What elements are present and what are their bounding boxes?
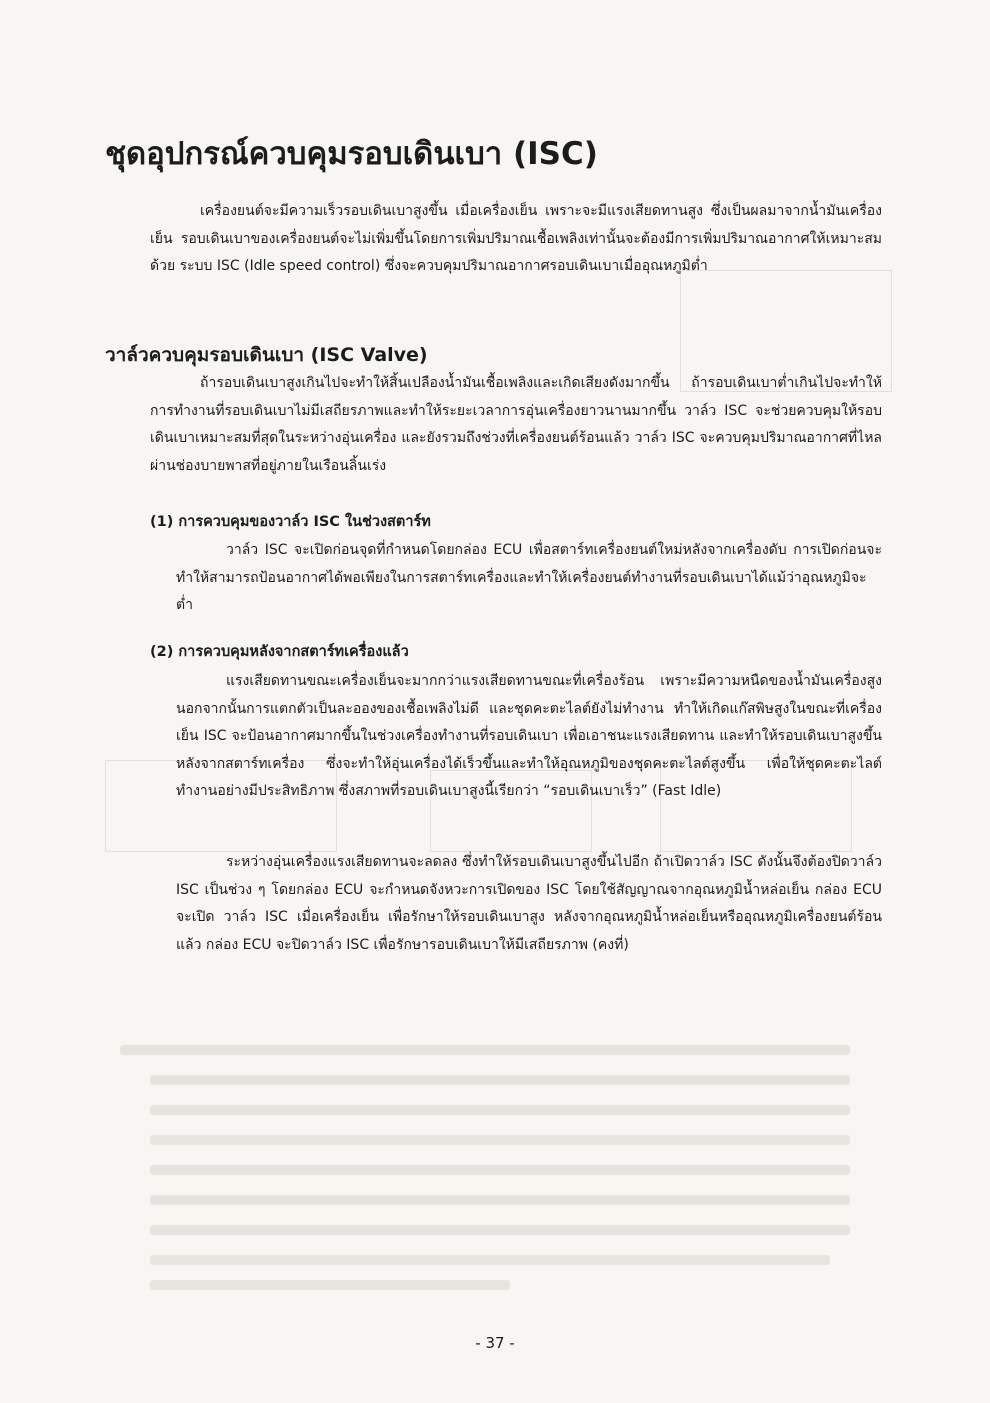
section-paragraph: ถ้ารอบเดินเบาสูงเกินไปจะทำให้สิ้นเปลืองน้ำมันเชื้อเพลิงและเกิดเสียงดังมากขึ้น ถ้ารอบเดินเบาต่ำเกินไปจะทำให้การทำงานที่รอบเดินเบาไม่มีเสถียรภาพและทำให้ระยะเวลาการอุ่นเครื่องยาวนานมากขึ้น วาล์ว ISC จะช่วยควบคุมให้รอบเดินเบาเหมาะสมที่สุดในระหว่างอุ่นเครื่อง และยังรวมถึงช่วงที่เครื่องยนต์ร้อนแล้ว วาล์ว ISC จะควบคุมปริมาณอากาศที่ไหลผ่านช่องบายพาสที่อยู่ภายในเรือนลิ้นเร่ง xyxy=(150,375,882,474)
bleed-through-line xyxy=(150,1280,510,1290)
subsection-paragraph-2b: ระหว่างอุ่นเครื่องแรงเสียดทานจะลดลง ซึ่งทำให้รอบเดินเบาสูงขึ้นไปอีก ถ้าเปิดวาล์ว ISC ดังนั้นจึงต้องปิดวาล์ว ISC เป็นช่วง ๆ โดยกล่อง ECU จะกำหนดจังหวะการเปิดของ ISC โดยใช้สัญญาณจากอุณหภูมิน้ำหล่อเย็น กล่อง ECU จะเปิด วาล์ว ISC เมื่อเครื่องเย็น เพื่อรักษาให้รอบเดินเบาสูง หลังจากอุณหภูมิน้ำหล่อเย็นหรืออุณหภูมิเครื่องยนต์ร้อนแล้ว กล่อง ECU จะปิดวาล์ว ISC เพื่อรักษารอบเดินเบาให้มีเสถียรภาพ (คงที่) xyxy=(176,854,882,953)
section-heading: วาล์วควบคุมรอบเดินเบา (ISC Valve) xyxy=(105,344,428,366)
bleed-through-line xyxy=(120,1045,850,1055)
bleed-through-line xyxy=(150,1165,850,1175)
bleed-through-line xyxy=(150,1225,850,1235)
bleed-through-line xyxy=(150,1255,830,1265)
subsection-paragraph-1: วาล์ว ISC จะเปิดก่อนจุดที่กำหนดโดยกล่อง ECU เพื่อสตาร์ทเครื่องยนต์ใหม่หลังจากเครื่องดับ การเปิดก่อนจะทำให้สามารถป้อนอากาศได้พอเพียงในการสตาร์ทเครื่องและทำให้เครื่องยนต์ทำงานที่รอบเดินเบาได้แม้ว่าอุณหภูมิจะต่ำ xyxy=(176,542,882,613)
subsection-heading-2: (2) การควบคุมหลังจากสตาร์ทเครื่องแล้ว xyxy=(150,644,409,660)
subsection-heading-1: (1) การควบคุมของวาล์ว ISC ในช่วงสตาร์ท xyxy=(150,514,431,530)
subsection-paragraph-2a: แรงเสียดทานขณะเครื่องเย็นจะมากกว่าแรงเสียดทานขณะที่เครื่องร้อน เพราะมีความหนืดของน้ำมันเครื่องสูง นอกจากนั้นการแตกตัวเป็นละอองของเชื้อเพลิงไม่ดี และชุดคะตะไลต์ยังไม่ทำงาน ทำให้เกิดแก๊สพิษสูงในขณะที่เครื่องเย็น ISC จะป้อนอากาศมากขึ้นในช่วงเครื่องทำงานที่รอบเดินเบา เพื่อเอาชนะแรงเสียดทาน และทำให้รอบเดินเบาสูงขึ้นหลังจากสตาร์ทเครื่อง ซึ่งจะทำให้อุ่นเครื่องได้เร็วขึ้นและทำให้อุณหภูมิของชุดคะตะไลต์สูงขึ้น เพื่อให้ชุดคะตะไลต์ทำงานอย่างมีประสิทธิภาพ ซึ่งสภาพที่รอบเดินเบาสูงนี้เรียกว่า “รอบเดินเบาเร็ว” (Fast Idle) xyxy=(176,673,882,799)
bleed-through-line xyxy=(150,1105,850,1115)
page-number: - 37 - xyxy=(475,1334,515,1352)
page-title: ชุดอุปกรณ์ควบคุมรอบเดินเบา (ISC) xyxy=(105,136,598,172)
bleed-through-line xyxy=(150,1135,850,1145)
bleed-through-line xyxy=(150,1195,850,1205)
bleed-through-line xyxy=(150,1075,850,1085)
intro-paragraph: เครื่องยนต์จะมีความเร็วรอบเดินเบาสูงขึ้น เมื่อเครื่องเย็น เพราะจะมีแรงเสียดทานสูง ซึ่งเป็นผลมาจากน้ำมันเครื่องเย็น รอบเดินเบาของเครื่องยนต์จะไม่เพิ่มขึ้นโดยการเพิ่มปริมาณเชื้อเพลิงเท่านั้นจะต้องมีการเพิ่มปริมาณอากาศให้เหมาะสมด้วย ระบบ ISC (Idle speed control) ซึ่งจะควบคุมปริมาณอากาศรอบเดินเบาเมื่ออุณหภูมิต่ำ xyxy=(150,203,882,274)
